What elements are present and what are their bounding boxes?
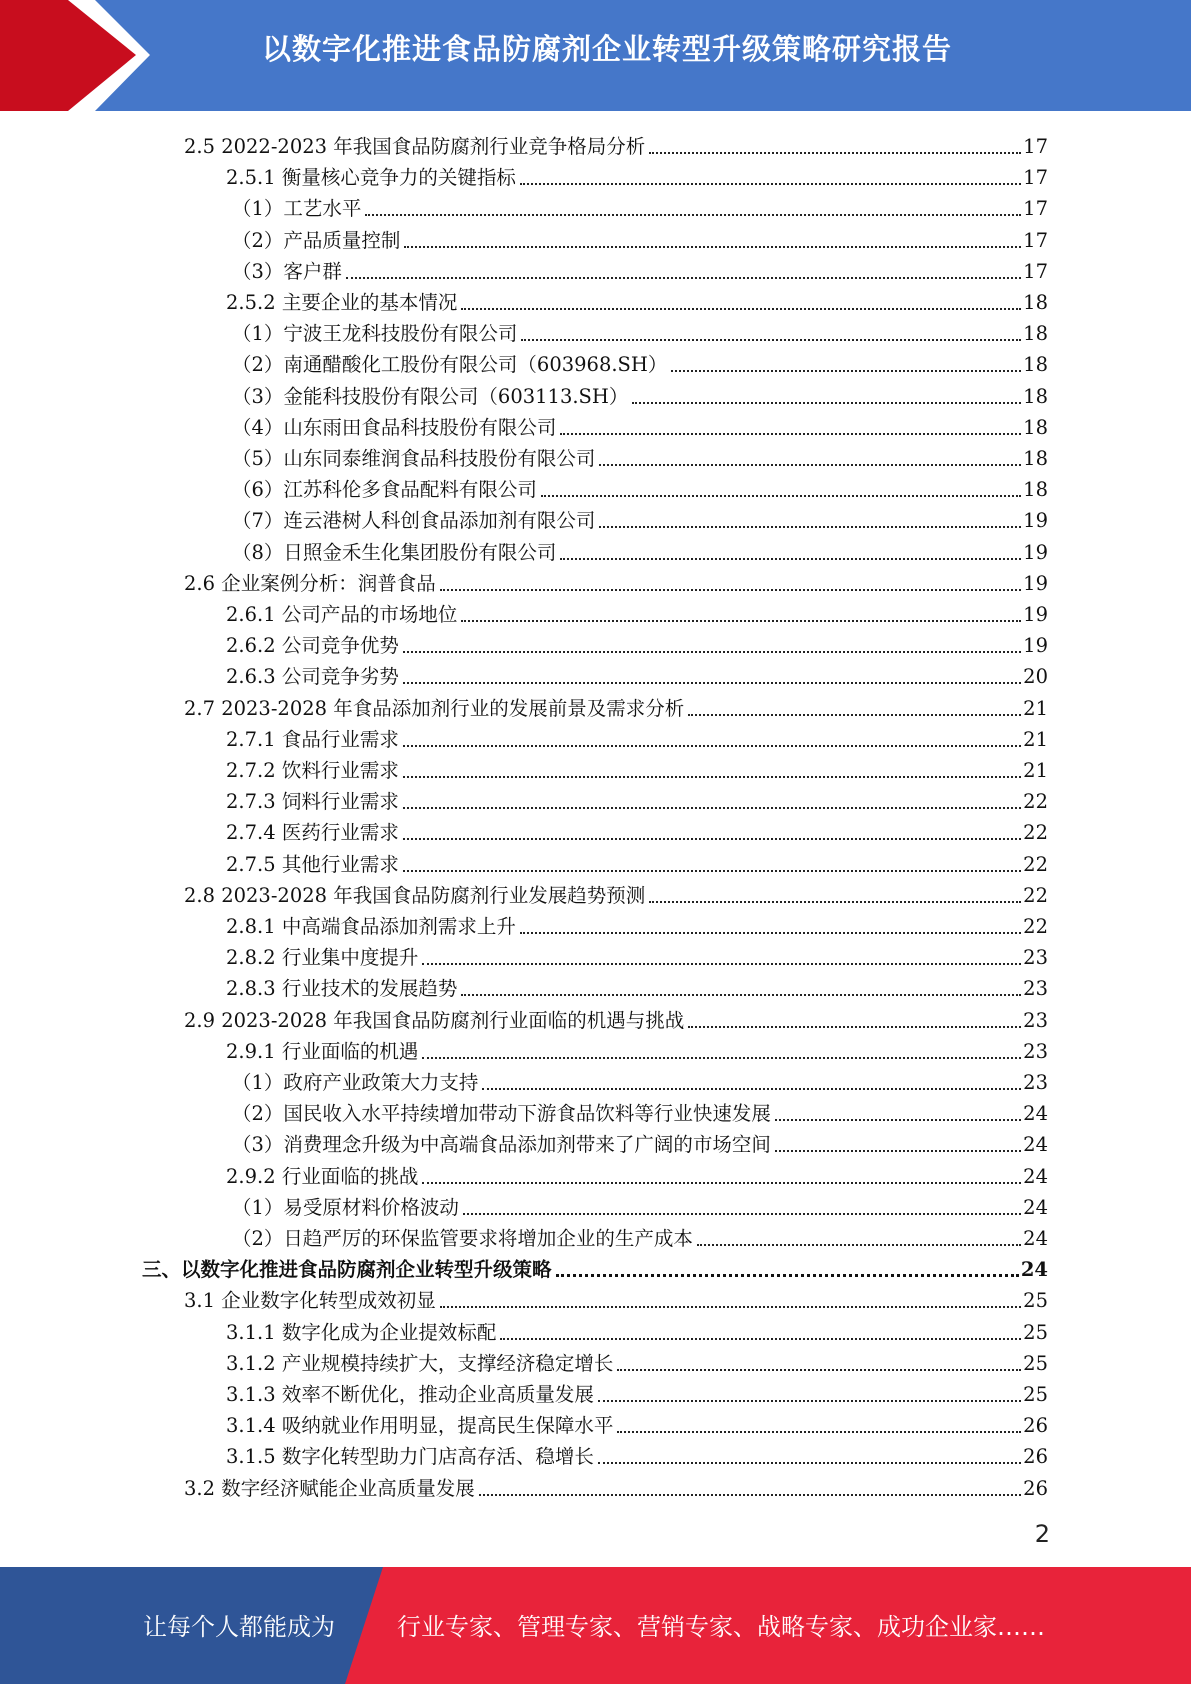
- toc-entry-page: 25: [1023, 1320, 1048, 1344]
- toc-entry[interactable]: [226, 627, 1048, 658]
- toc-dot-leader: [775, 1149, 1021, 1152]
- toc-entry[interactable]: [226, 1345, 1048, 1376]
- toc-dot-leader: [617, 1430, 1021, 1433]
- toc-entry-page: 21: [1023, 727, 1048, 751]
- toc-entry[interactable]: [232, 1095, 1048, 1126]
- header-title: 以数字化推进食品防腐剂企业转型升级策略研究报告: [262, 32, 953, 66]
- toc-entry[interactable]: [226, 783, 1048, 814]
- toc-entry-label: （1）易受原材料价格波动: [232, 1195, 459, 1219]
- footer-slogan-right: 行业专家、管理专家、营销专家、战略专家、成功企业家……: [397, 1613, 1045, 1641]
- toc-entry-label: 2.8.3 行业技术的发展趋势: [226, 977, 458, 1001]
- toc-dot-leader: [461, 619, 1021, 622]
- toc-entry[interactable]: [226, 1033, 1048, 1064]
- toc-entry[interactable]: [232, 190, 1048, 221]
- toc-dot-leader: [440, 1305, 1021, 1308]
- toc-entry[interactable]: [226, 658, 1048, 689]
- toc-dot-leader: [649, 900, 1021, 903]
- toc-entry-page: 22: [1023, 790, 1048, 814]
- toc-entry-page: 18: [1023, 291, 1048, 314]
- toc-entry-label: （1）政府产业政策大力支持: [232, 1071, 479, 1094]
- toc-entry-page: 25: [1023, 1351, 1048, 1375]
- toc-dot-leader: [365, 213, 1021, 216]
- toc-entry-label: 3.1.2 产业规模持续扩大，支撑经济稳定增长: [226, 1351, 614, 1375]
- toc-entry[interactable]: [232, 502, 1048, 533]
- toc-entry-page: 26: [1023, 1414, 1048, 1438]
- toc-entry-page: 22: [1023, 852, 1048, 876]
- toc-entry-label: 2.6 企业案例分析：润普食品: [184, 571, 436, 595]
- toc-entry[interactable]: [232, 440, 1048, 471]
- toc-entry[interactable]: [226, 939, 1048, 970]
- toc-dot-leader: [403, 650, 1021, 653]
- toc-entry-page: 17: [1023, 228, 1048, 252]
- toc-dot-leader: [404, 245, 1021, 248]
- toc-entry-label: 3.2 数字经济赋能企业高质量发展: [184, 1476, 475, 1500]
- toc-dot-leader: [632, 401, 1021, 404]
- toc-dot-leader: [598, 1461, 1021, 1464]
- toc-entry-label: 2.6.3 公司竞争劣势: [226, 665, 399, 689]
- toc-entry-label: 3.1.4 吸纳就业作用明显，提高民生保障水平: [226, 1414, 614, 1438]
- toc-entry[interactable]: [226, 721, 1048, 752]
- toc-entry[interactable]: [142, 1251, 1048, 1282]
- toc-entry-label: 2.8.1 中高端食品添加剂需求上升: [226, 915, 516, 938]
- toc-dot-leader: [422, 1056, 1021, 1059]
- toc-entry-label: 2.5.2 主要企业的基本情况: [226, 291, 458, 314]
- toc-entry[interactable]: [232, 222, 1048, 253]
- toc-entry-label: 2.6.1 公司产品的市场地位: [226, 603, 458, 626]
- toc-dot-leader: [688, 713, 1021, 716]
- toc-entry-page: 21: [1023, 759, 1048, 782]
- toc-entry-label: （3）金能科技股份有限公司（603113.SH）: [232, 384, 629, 408]
- toc-entry[interactable]: [226, 596, 1048, 627]
- toc-entry-label: 2.7.1 食品行业需求: [226, 727, 399, 751]
- toc-entry-page: 19: [1023, 509, 1048, 533]
- toc-entry-label: （2）国民收入水平持续增加带动下游食品饮料等行业快速发展: [232, 1102, 771, 1126]
- toc-dot-leader: [520, 182, 1021, 185]
- toc-entry[interactable]: [232, 409, 1048, 440]
- toc-entry-label: 3.1.5 数字化转型助力门店高存活、稳增长: [226, 1445, 594, 1469]
- toc-entry[interactable]: [226, 1314, 1048, 1345]
- toc-entry-page: 22: [1023, 821, 1048, 845]
- toc-entry-page: 22: [1023, 883, 1048, 907]
- toc-entry-page: 19: [1023, 540, 1048, 564]
- toc-entry-label: 3.1.1 数字化成为企业提效标配: [226, 1320, 497, 1344]
- toc-dot-leader: [440, 588, 1021, 591]
- toc-entry[interactable]: [226, 284, 1048, 315]
- toc-entry-page: 24: [1023, 1227, 1048, 1250]
- toc-entry-page: 24: [1020, 1258, 1048, 1282]
- toc-entry[interactable]: [226, 1438, 1048, 1469]
- toc-entry-label: （8）日照金禾生化集团股份有限公司: [232, 540, 557, 564]
- toc-entry-page: 17: [1023, 135, 1048, 158]
- toc-entry[interactable]: [184, 877, 1048, 908]
- toc-dot-leader: [521, 338, 1021, 341]
- toc-dot-leader: [479, 1493, 1021, 1496]
- toc-entry-label: 2.6.2 公司竞争优势: [226, 634, 399, 658]
- toc-entry[interactable]: [226, 752, 1048, 783]
- toc-entry[interactable]: [232, 1220, 1048, 1251]
- toc-dot-leader: [520, 931, 1021, 934]
- toc-entry[interactable]: [232, 346, 1048, 377]
- toc-dot-leader: [599, 463, 1021, 466]
- toc-dot-leader: [598, 1399, 1021, 1402]
- page-footer: [0, 1567, 1191, 1684]
- toc-dot-leader: [697, 1243, 1021, 1246]
- toc-entry-page: 18: [1023, 322, 1048, 346]
- toc-entry-label: （6）江苏科伦多食品配料有限公司: [232, 478, 537, 502]
- toc-entry-page: 25: [1023, 1289, 1048, 1313]
- toc-entry[interactable]: [232, 1189, 1048, 1220]
- toc-entry[interactable]: [184, 565, 1048, 596]
- toc-entry-label: （2）产品质量控制: [232, 228, 401, 252]
- toc-entry-label: 2.7.5 其他行业需求: [226, 852, 399, 876]
- toc-dot-leader: [403, 744, 1021, 747]
- toc-entry-page: 19: [1023, 603, 1048, 626]
- toc-entry-label: 3.1.3 效率不断优化，推动企业高质量发展: [226, 1383, 594, 1406]
- toc-entry-label: 2.5.1 衡量核心竞争力的关键指标: [226, 166, 516, 190]
- page-header: [0, 0, 1191, 111]
- toc-dot-leader: [775, 1118, 1021, 1121]
- toc-entry[interactable]: [232, 315, 1048, 346]
- toc-dot-leader: [461, 307, 1021, 310]
- toc-entry-label: （7）连云港树人科创食品添加剂有限公司: [232, 509, 596, 533]
- toc-entry[interactable]: [226, 1407, 1048, 1438]
- toc-entry-page: 17: [1023, 166, 1048, 190]
- toc-dot-leader: [541, 494, 1021, 497]
- toc-dot-leader: [560, 432, 1021, 435]
- toc-entry[interactable]: [226, 908, 1048, 939]
- toc-entry-page: 26: [1023, 1476, 1048, 1500]
- toc-entry[interactable]: [232, 1064, 1048, 1095]
- toc-entry-label: （3）客户群: [232, 259, 342, 283]
- toc-entry-page: 20: [1023, 665, 1048, 689]
- toc-dot-leader: [461, 993, 1021, 996]
- toc-dot-leader: [422, 962, 1021, 965]
- toc-dot-leader: [500, 1337, 1021, 1340]
- toc-entry-label: （2）南通醋酸化工股份有限公司（603968.SH）: [232, 353, 668, 377]
- toc-dot-leader: [403, 837, 1021, 840]
- toc-entry-label: 2.7 2023-2028 年食品添加剂行业的发展前景及需求分析: [184, 696, 685, 720]
- toc-entry-page: 23: [1023, 946, 1048, 970]
- toc-entry-label: （5）山东同泰维润食品科技股份有限公司: [232, 447, 596, 470]
- toc-entry-page: 23: [1023, 977, 1048, 1001]
- toc-dot-leader: [671, 369, 1021, 372]
- toc-entry[interactable]: [184, 1282, 1048, 1313]
- toc-entry-page: 18: [1023, 447, 1048, 470]
- toc-entry-label: （2）日趋严厉的环保监管要求将增加企业的生产成本: [232, 1227, 693, 1250]
- toc-entry[interactable]: [226, 1158, 1048, 1189]
- toc-entry-page: 18: [1023, 478, 1048, 502]
- toc-entry[interactable]: [232, 378, 1048, 409]
- toc-entry-label: 2.8.2 行业集中度提升: [226, 946, 419, 970]
- toc-dot-leader: [403, 869, 1021, 872]
- toc-entry-page: 19: [1023, 634, 1048, 658]
- toc-entry-page: 25: [1023, 1383, 1048, 1406]
- toc-entry-label: 2.9.2 行业面临的挑战: [226, 1164, 419, 1188]
- toc-entry[interactable]: [184, 128, 1048, 159]
- toc-entry-label: （1）工艺水平: [232, 197, 362, 221]
- toc-dot-leader: [403, 775, 1021, 778]
- toc-entry-page: 24: [1023, 1102, 1048, 1126]
- footer-slogan-left: 让每个人都能成为: [143, 1613, 335, 1641]
- toc-entry-page: 24: [1023, 1133, 1048, 1157]
- toc-entry-label: 2.9.1 行业面临的机遇: [226, 1039, 419, 1063]
- toc-entry-page: 26: [1023, 1445, 1048, 1469]
- toc-entry[interactable]: [226, 1376, 1048, 1407]
- toc-entry[interactable]: [232, 534, 1048, 565]
- toc-entry-page: 24: [1023, 1164, 1048, 1188]
- toc-dot-leader: [463, 1212, 1021, 1215]
- toc-entry[interactable]: [226, 970, 1048, 1001]
- toc-entry-label: 2.7.4 医药行业需求: [226, 821, 399, 845]
- toc-entry[interactable]: [226, 159, 1048, 190]
- toc-entry[interactable]: [184, 1002, 1048, 1033]
- toc-entry[interactable]: [232, 471, 1048, 502]
- toc-dot-leader: [649, 151, 1021, 154]
- toc-entry-label: 三、以数字化推进食品防腐剂企业转型升级策略: [142, 1258, 552, 1282]
- toc-entry-page: 21: [1023, 696, 1048, 720]
- toc-entry-label: 2.7.2 饮料行业需求: [226, 759, 399, 782]
- toc-entry-label: 2.9 2023-2028 年我国食品防腐剂行业面临的机遇与挑战: [184, 1008, 685, 1032]
- toc-entry-page: 18: [1023, 384, 1048, 408]
- page-number: 2: [1034, 1520, 1050, 1548]
- toc-dot-leader: [560, 557, 1021, 560]
- toc-dot-leader: [688, 1025, 1021, 1028]
- toc-entry-page: 23: [1023, 1008, 1048, 1032]
- toc-entry-page: 22: [1023, 915, 1048, 938]
- toc-entry-page: 19: [1023, 571, 1048, 595]
- toc-entry-label: 2.5 2022-2023 年我国食品防腐剂行业竞争格局分析: [184, 135, 646, 158]
- toc-dot-leader: [599, 525, 1021, 528]
- toc-entry-label: （1）宁波王龙科技股份有限公司: [232, 322, 518, 346]
- toc-entry-label: 3.1 企业数字化转型成效初显: [184, 1289, 436, 1313]
- toc-dot-leader: [482, 1087, 1021, 1090]
- toc-entry[interactable]: [184, 690, 1048, 721]
- toc-entry[interactable]: [232, 253, 1048, 284]
- toc-entry-page: 23: [1023, 1039, 1048, 1063]
- toc-entry[interactable]: [226, 846, 1048, 877]
- toc-entry-page: 18: [1023, 353, 1048, 377]
- toc-dot-leader: [403, 681, 1021, 684]
- toc-entry[interactable]: [184, 1470, 1048, 1501]
- toc-entry-page: 18: [1023, 415, 1048, 439]
- toc-dot-leader: [556, 1273, 1019, 1277]
- toc-dot-leader: [617, 1368, 1021, 1371]
- toc-entry-page: 17: [1023, 259, 1048, 283]
- toc-entry-label: 2.8 2023-2028 年我国食品防腐剂行业发展趋势预测: [184, 883, 646, 907]
- toc-entry-label: 2.7.3 饲料行业需求: [226, 790, 399, 814]
- toc-entry-page: 23: [1023, 1071, 1048, 1094]
- toc-dot-leader: [422, 1181, 1021, 1184]
- toc-entry-page: 24: [1023, 1195, 1048, 1219]
- toc-entry-page: 17: [1023, 197, 1048, 221]
- toc-entry-label: （3）消费理念升级为中高端食品添加剂带来了广阔的市场空间: [232, 1133, 771, 1157]
- toc-entry-label: （4）山东雨田食品科技股份有限公司: [232, 415, 557, 439]
- toc-dot-leader: [403, 806, 1021, 809]
- toc-entry[interactable]: [226, 814, 1048, 845]
- toc-entry[interactable]: [232, 1126, 1048, 1157]
- toc-dot-leader: [346, 276, 1021, 279]
